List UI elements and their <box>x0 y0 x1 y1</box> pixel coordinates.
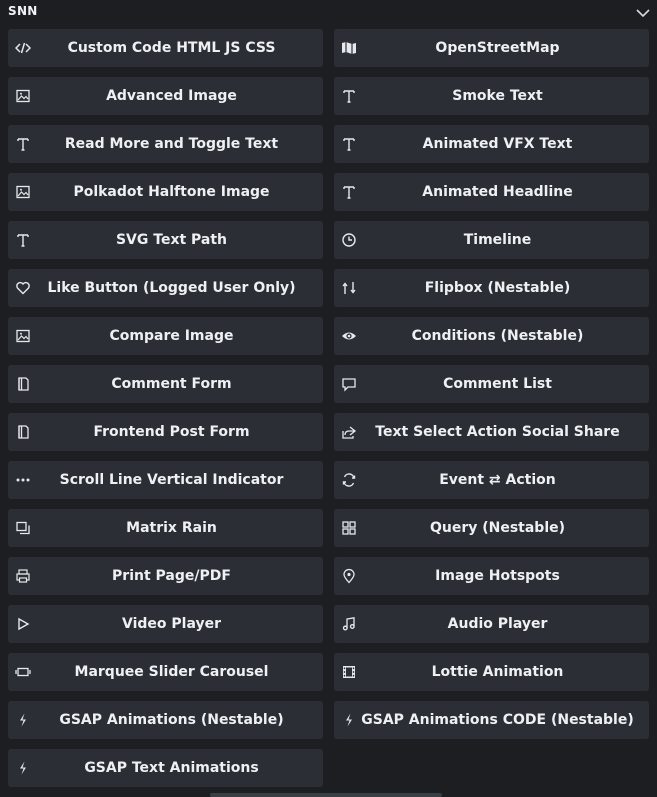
bolt-icon <box>14 711 32 729</box>
widget-polkadot-halftone-image[interactable] <box>8 173 323 211</box>
widget-svg-text-path[interactable] <box>8 221 323 259</box>
widget-label: Print Page/PDF <box>112 568 231 584</box>
widget-label: Conditions (Nestable) <box>411 328 584 344</box>
clock-icon <box>340 231 358 249</box>
widget-label: GSAP Animations CODE (Nestable) <box>361 712 634 728</box>
widget-video-player[interactable] <box>8 605 323 643</box>
widget-label: SVG Text Path <box>115 232 228 248</box>
widget-audio-player[interactable] <box>334 605 649 643</box>
code-icon <box>14 39 32 57</box>
widget-label: Marquee Slider Carousel <box>74 664 269 680</box>
music-icon <box>340 615 358 633</box>
widget-label: Animated Headline <box>422 184 573 200</box>
widget-query-nestable[interactable] <box>334 509 649 547</box>
widget-conditions-nestable[interactable] <box>334 317 649 355</box>
widget-label: Text Select Action Social Share <box>375 424 620 440</box>
grid-icon <box>340 519 358 537</box>
widget-text-select-action-social-share[interactable] <box>334 413 649 451</box>
text-icon <box>340 135 358 153</box>
widget-openstreetmap[interactable] <box>334 29 649 67</box>
widget-timeline[interactable] <box>334 221 649 259</box>
widget-marquee-slider-carousel[interactable] <box>8 653 323 691</box>
widget-label: Polkadot Halftone Image <box>73 184 270 200</box>
image-icon <box>14 183 32 201</box>
widget-image-hotspots[interactable] <box>334 557 649 595</box>
widget-smoke-text[interactable] <box>334 77 649 115</box>
widget-gsap-animations-nestable[interactable] <box>8 701 323 739</box>
widget-label: Custom Code HTML JS CSS <box>67 40 276 56</box>
widget-scroll-line-vertical-indicator[interactable] <box>8 461 323 499</box>
widget-comment-list[interactable] <box>334 365 649 403</box>
widget-custom-code-html-js-css[interactable] <box>8 29 323 67</box>
widget-label: Comment List <box>443 376 552 392</box>
slider-icon <box>14 663 32 681</box>
comment-icon <box>340 375 358 393</box>
sync-icon <box>340 471 358 489</box>
widget-frontend-post-form[interactable] <box>8 413 323 451</box>
eye-icon <box>340 327 358 345</box>
widget-lottie-animation[interactable] <box>334 653 649 691</box>
widget-compare-image[interactable] <box>8 317 323 355</box>
widget-label: Lottie Animation <box>431 664 564 680</box>
widget-label: Event ⇄ Action <box>439 472 556 488</box>
widget-label: Animated VFX Text <box>422 136 573 152</box>
play-icon <box>14 615 32 633</box>
widget-comment-form[interactable] <box>8 365 323 403</box>
widget-label: Smoke Text <box>452 88 543 104</box>
widget-label: Compare Image <box>109 328 234 344</box>
horizontal-scrollbar[interactable] <box>210 793 442 797</box>
image-icon <box>14 87 32 105</box>
bolt-icon <box>340 711 358 729</box>
widget-label: Scroll Line Vertical Indicator <box>59 472 284 488</box>
chevron-down-icon[interactable] <box>635 5 651 19</box>
widget-gsap-animations-code-nestable[interactable] <box>334 701 649 739</box>
widget-read-more-and-toggle-text[interactable] <box>8 125 323 163</box>
map-icon <box>340 39 358 57</box>
widget-flipbox-nestable[interactable] <box>334 269 649 307</box>
flip-icon <box>340 279 358 297</box>
widget-label: Frontend Post Form <box>93 424 250 440</box>
bolt-icon <box>14 759 32 777</box>
widget-label: Matrix Rain <box>126 520 217 536</box>
film-icon <box>340 663 358 681</box>
widget-label: OpenStreetMap <box>435 40 560 56</box>
pin-icon <box>340 567 358 585</box>
dots-icon <box>14 471 32 489</box>
widget-label: Like Button (Logged User Only) <box>47 280 296 296</box>
widget-label: Flipbox (Nestable) <box>424 280 571 296</box>
panel-header[interactable] <box>0 0 657 24</box>
print-icon <box>14 567 32 585</box>
widget-like-button-logged-user-only[interactable] <box>8 269 323 307</box>
widget-matrix-rain[interactable] <box>8 509 323 547</box>
text-icon <box>340 183 358 201</box>
widget-advanced-image[interactable] <box>8 77 323 115</box>
widget-label: Comment Form <box>111 376 232 392</box>
form-icon <box>14 375 32 393</box>
widget-label: Timeline <box>463 232 532 248</box>
widget-label: Read More and Toggle Text <box>64 136 279 152</box>
layers-icon <box>14 519 32 537</box>
widget-label: Video Player <box>122 616 221 632</box>
widget-animated-headline[interactable] <box>334 173 649 211</box>
widget-label: Audio Player <box>447 616 548 632</box>
image-icon <box>14 327 32 345</box>
text-icon <box>14 231 32 249</box>
widget-label: Query (Nestable) <box>429 520 566 536</box>
form-icon <box>14 423 32 441</box>
widget-label: GSAP Text Animations <box>84 760 259 776</box>
share-icon <box>340 423 358 441</box>
widget-print-page-pdf[interactable] <box>8 557 323 595</box>
category-title: SNN <box>8 4 38 18</box>
widget-label: Advanced Image <box>106 88 237 104</box>
heart-icon <box>14 279 32 297</box>
widget-gsap-text-animations[interactable] <box>8 749 323 787</box>
widget-label: GSAP Animations (Nestable) <box>59 712 284 728</box>
widget-event-action[interactable] <box>334 461 649 499</box>
widget-animated-vfx-text[interactable] <box>334 125 649 163</box>
text-icon <box>340 87 358 105</box>
widget-label: Image Hotspots <box>435 568 560 584</box>
widget-grid <box>8 29 649 787</box>
text-icon <box>14 135 32 153</box>
